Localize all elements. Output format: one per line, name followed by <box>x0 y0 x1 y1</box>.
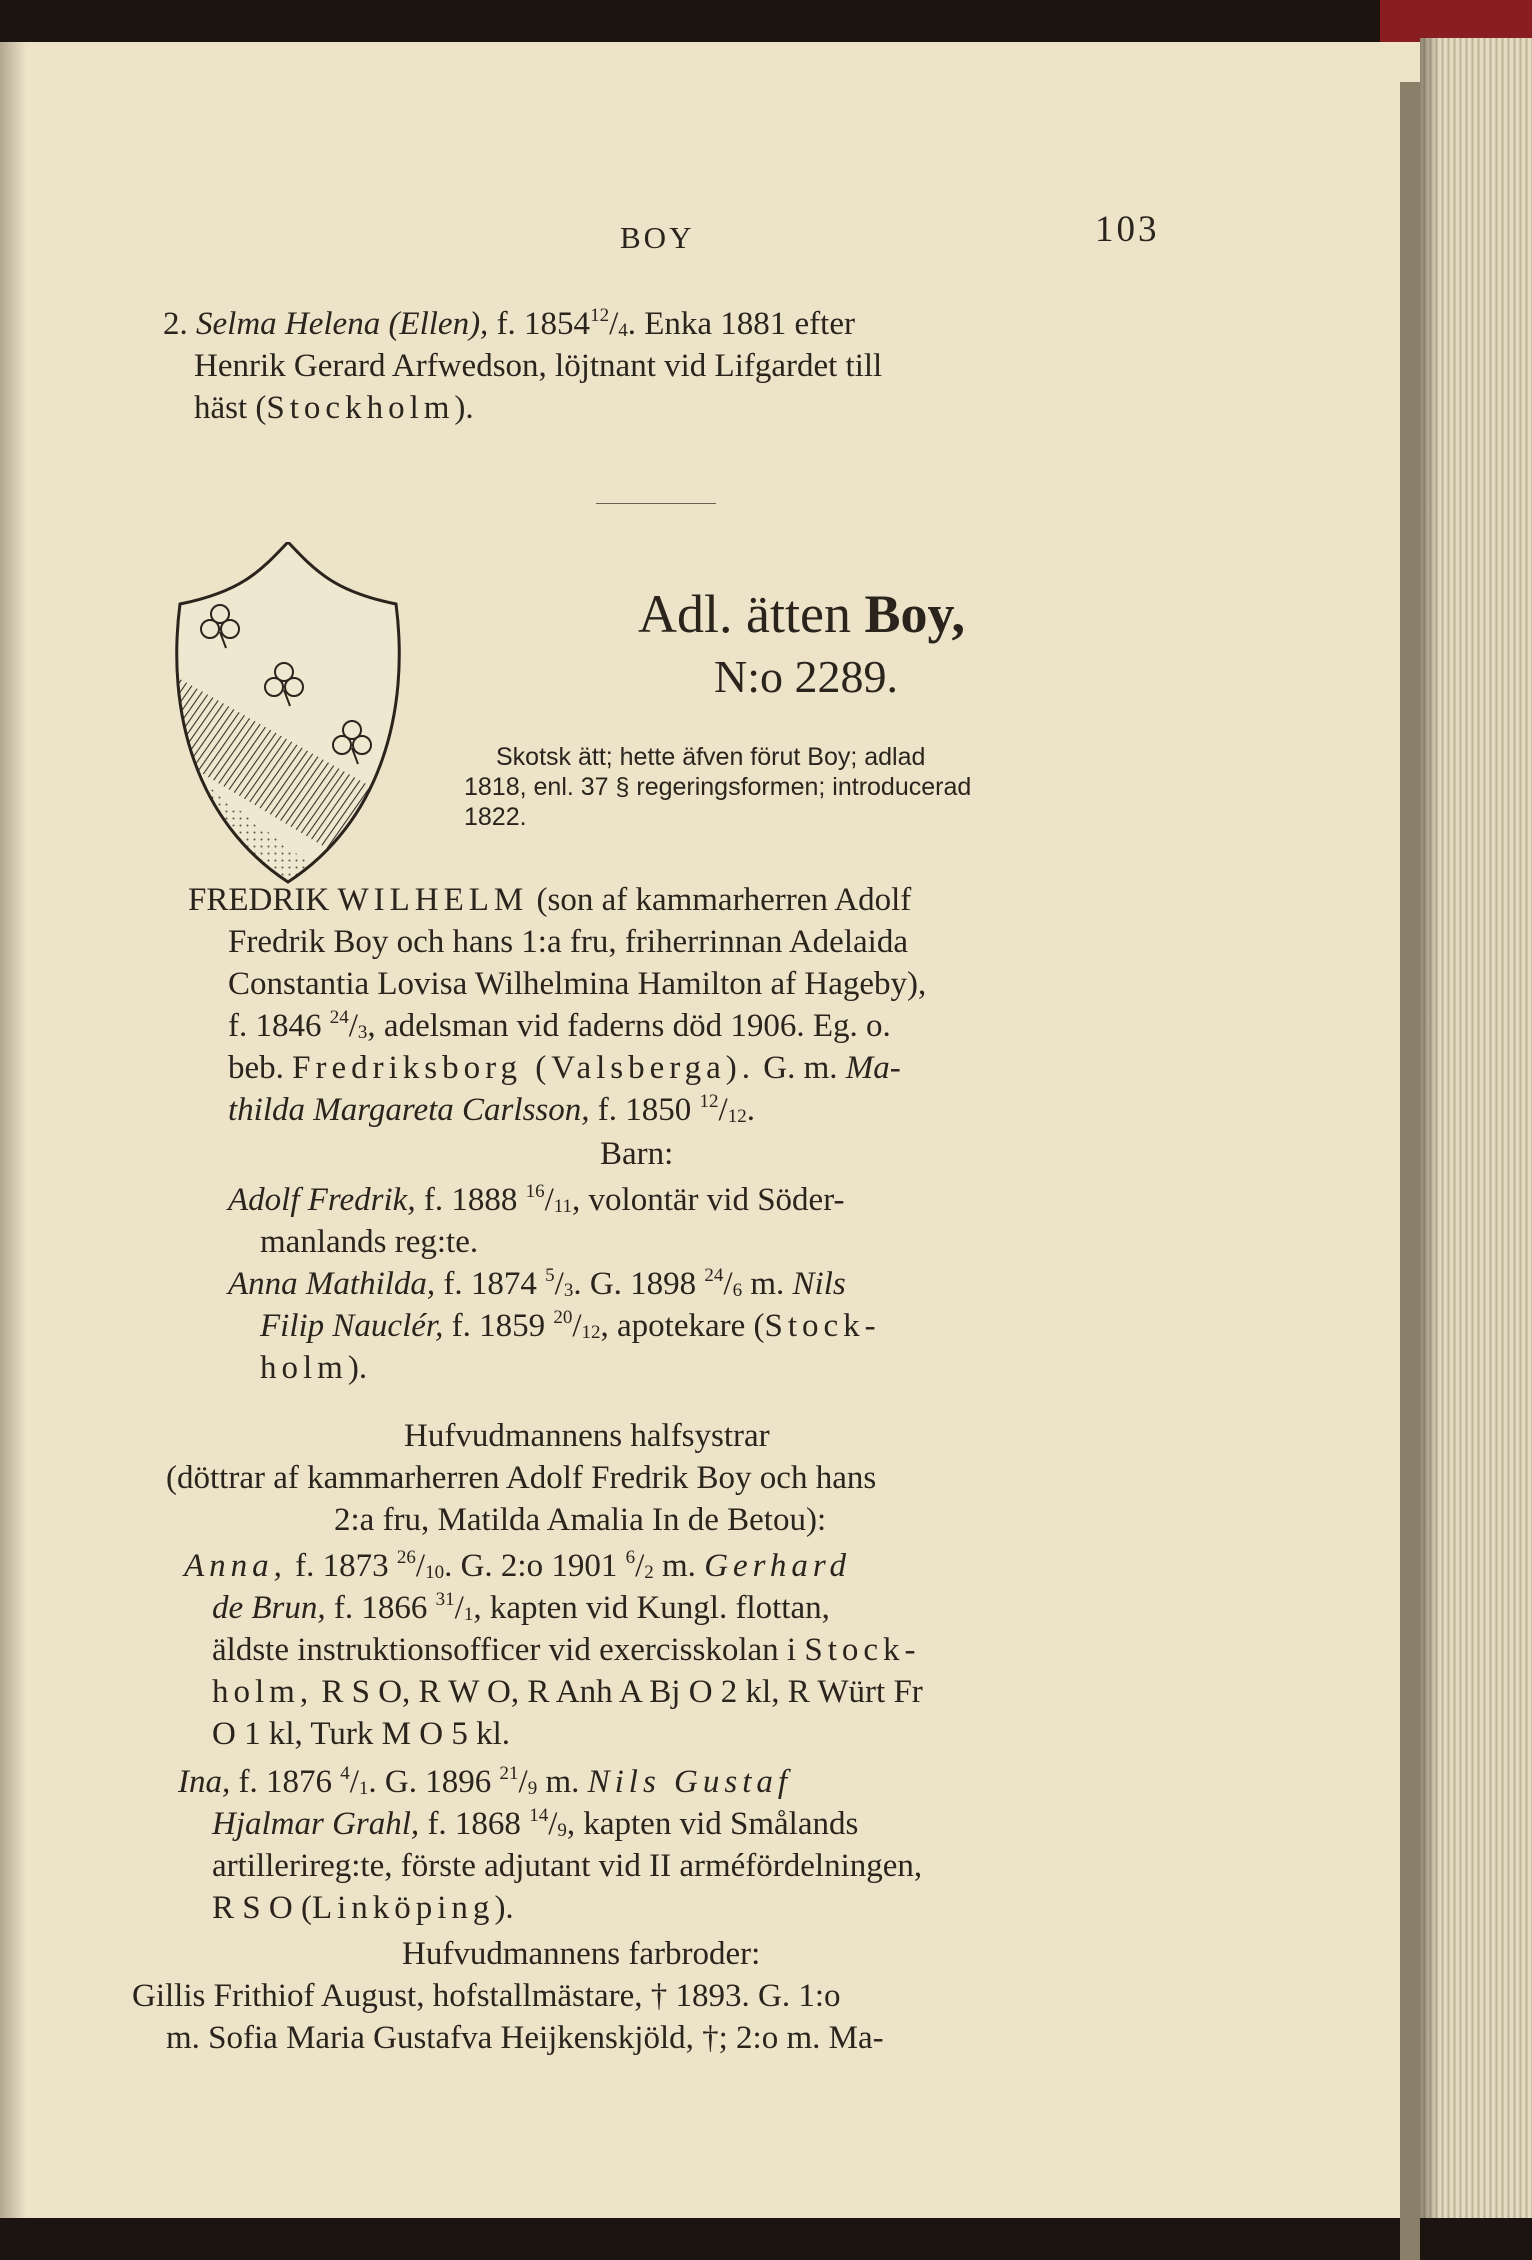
head-line-3: Constantia Lovisa Wilhelmina Hamilton af Hageby), <box>228 966 927 1002</box>
separator-rule <box>596 503 716 504</box>
page-number: 103 <box>1095 209 1160 250</box>
family-title: Adl. ätten Boy, <box>638 584 965 644</box>
family-number: N:o 2289. <box>714 651 898 702</box>
anna-line-2: de Brun, f. 1866 $^{31}/_1$, kapten vid Kungl. flottan, <box>212 1589 830 1626</box>
half-sisters-heading: Hufvudmannens halfsystrar <box>404 1418 770 1454</box>
child-2-line-2: Filip Nauclér, f. 1859 $^{20}/_{12}$, apotekare (Stock- <box>260 1307 881 1344</box>
family-desc-1: Skotsk ätt; hette äfven förut Boy; adlad <box>496 743 926 771</box>
family-desc-3: 1822. <box>464 803 527 831</box>
head-line-1: FREDRIK WILHELM (son af kammarherren Adolf <box>188 882 912 918</box>
entry-2-line-2: Henrik Gerard Arfwedson, löjtnant vid Lifgardet till <box>194 348 883 384</box>
half-sisters-parents-2: 2:a fru, Matilda Amalia In de Betou): <box>334 1502 827 1538</box>
ina-line-3: artillerireg:te, förste adjutant vid II arméfördelningen, <box>212 1848 923 1884</box>
half-sisters-parents-1: (döttrar af kammarherren Adolf Fredrik Boy och hans <box>166 1460 877 1496</box>
uncle-heading: Hufvudmannens farbroder: <box>402 1936 761 1972</box>
entry-2-line-3: häst (Stockholm). <box>194 390 474 426</box>
coat-of-arms-shield-icon <box>160 542 416 892</box>
child-2-line-3: holm). <box>260 1350 368 1386</box>
children-heading: Barn: <box>600 1136 674 1172</box>
ina-line-4: R S O (Linköping). <box>212 1890 514 1926</box>
head-line-2: Fredrik Boy och hans 1:a fru, friherrinnan Adelaida <box>228 924 908 960</box>
child-2-line-1: Anna Mathilda, f. 1874 $^5/_3$. G. 1898 $^{24}/_6$ m. Nils <box>228 1265 846 1302</box>
head-line-6: thilda Margareta Carlsson, f. 1850 $^{12}/_{12}$. <box>228 1091 755 1128</box>
running-head: BOY <box>620 220 695 255</box>
uncle-line-2: m. Sofia Maria Gustafva Heijkenskjöld, †; 2:o m. Ma- <box>166 2020 884 2056</box>
head-line-4: f. 1846 $^{24}/_3$, adelsman vid faderns död 1906. Eg. o. <box>228 1007 891 1044</box>
family-desc-2: 1818, enl. 37 § regeringsformen; introducerad <box>464 773 972 801</box>
entry-2-line-1: 2. Selma Helena (Ellen), f. $1854^{12}/_4$. Enka 1881 efter <box>163 305 855 342</box>
page-edges-shadow <box>1420 38 1440 2218</box>
head-line-5: beb. Fredriksborg (Valsberga). G. m. Ma- <box>228 1050 901 1086</box>
book-page <box>0 42 1420 2218</box>
child-1-line-1: Adolf Fredrik, f. 1888 $^{16}/_{11}$, volontär vid Söder- <box>228 1181 845 1218</box>
ina-line-1: Ina, f. 1876 $^4/_1$. G. 1896 $^{21}/_9$ m. Nils Gustaf <box>178 1763 793 1800</box>
anna-line-4: holm, R S O, R W O, R Anh A Bj O 2 kl, R Würt Fr <box>212 1674 923 1710</box>
anna-line-5: O 1 kl, Turk M O 5 kl. <box>212 1716 510 1752</box>
anna-line-1: Anna, f. 1873 $^{26}/_{10}$. G. 2:o 1901 $^6/_2$ m. Gerhard <box>184 1547 852 1584</box>
ina-line-2: Hjalmar Grahl, f. 1868 $^{14}/_9$, kapten vid Smålands <box>212 1805 859 1842</box>
anna-line-3: äldste instruktionsofficer vid exercisskolan i Stock- <box>212 1632 921 1668</box>
page-text <box>0 42 1420 2218</box>
child-1-line-2: manlands reg:te. <box>260 1224 479 1260</box>
uncle-line-1: Gillis Frithiof August, hofstallmästare, † 1893. G. 1:o <box>132 1978 841 2014</box>
